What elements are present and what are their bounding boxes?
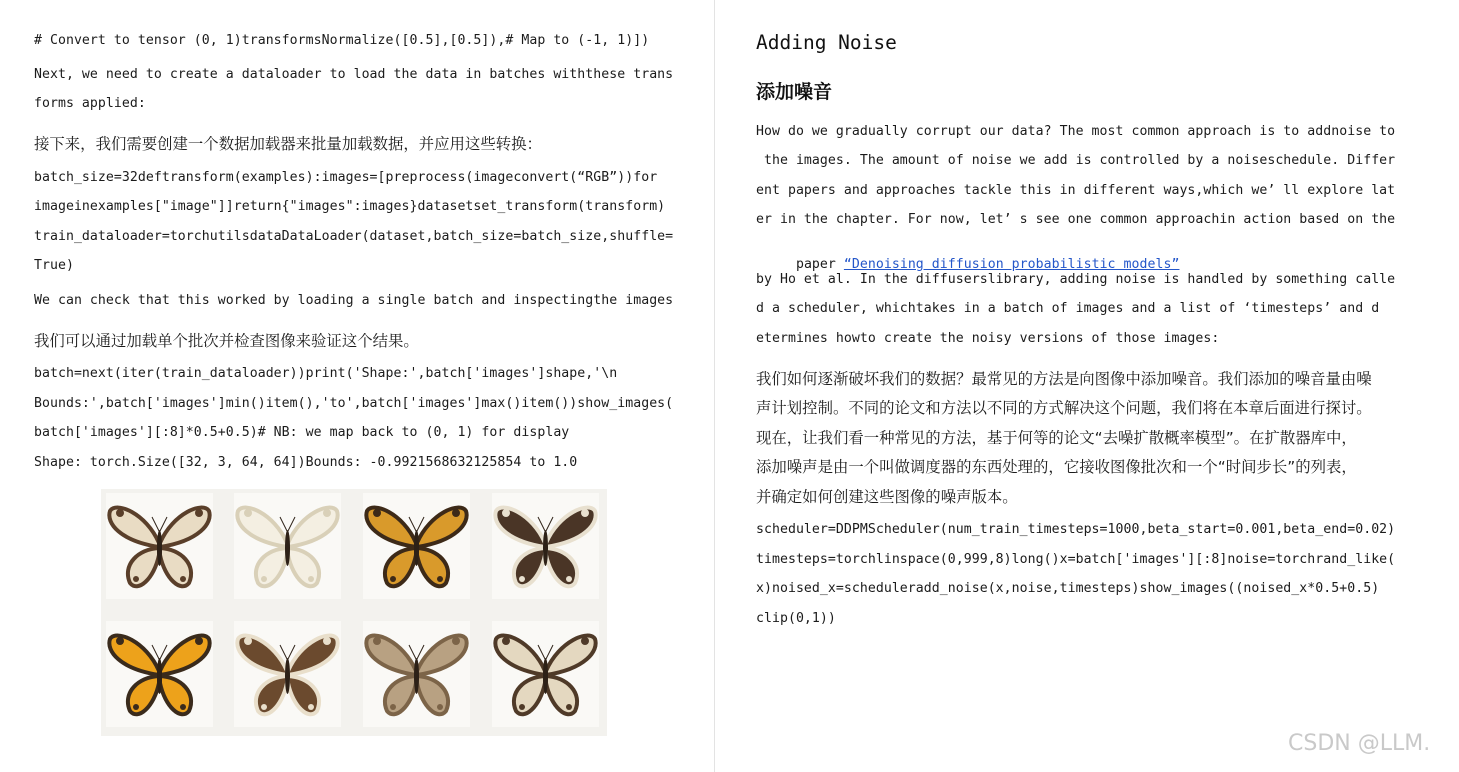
code-line: batch_size=32deftransform(examples):images=[preprocess(imageconvert(“RGB”))for — [34, 170, 658, 185]
butterfly-thumbnail — [106, 493, 213, 599]
code-line: timesteps=torchlinspace(0,999,8)long()x=batch['images'][:8]noise=torchrand_like( — [756, 552, 1396, 567]
white-butterfly — [234, 493, 341, 599]
zh-text-line: 添加噪声是由一个叫做调度器的东西处理的，它接收图像批次和一个“时间步长”的列表， — [756, 458, 1357, 476]
code-line: batch=next(iter(train_dataloader))print('Shape:',batch['images']shape,'\n — [34, 366, 618, 381]
text-line: by Ho et al. In the diffuserslibrary, adding noise is handled by something calle — [756, 272, 1396, 287]
butterfly-thumbnail — [492, 621, 599, 727]
butterfly-image-grid — [101, 489, 607, 736]
zh-text-line: 接下来，我们需要创建一个数据加载器来批量加载数据，并应用这些转换： — [34, 135, 542, 153]
butterfly-thumbnail — [363, 493, 470, 599]
text-line: How do we gradually corrupt our data? The most common approach is to addnoise to — [756, 124, 1396, 139]
text-line: We can check that this worked by loading a single batch and inspectingthe images — [34, 293, 674, 308]
butterfly-thumbnail — [106, 621, 213, 727]
zh-text-line: 现在，让我们看一种常见的方法，基于何等的论文“去噪扩散概率模型”。在扩散器库中， — [756, 429, 1357, 447]
section-title: Adding Noise — [756, 31, 897, 54]
text-line: ent papers and approaches tackle this in different ways,which we’ ll explore lat — [756, 183, 1396, 198]
code-line: x)noised_x=scheduleradd_noise(x,noise,timesteps)show_images((noised_x*0.5+0.5) — [756, 581, 1380, 596]
code-line: clip(0,1)) — [756, 611, 836, 626]
paper-link[interactable]: “Denoising diffusion probabilistic models” — [843, 257, 1180, 272]
butterfly-thumbnail — [234, 493, 341, 599]
text-line: Next, we need to create a dataloader to load the data in batches withthese trans — [34, 67, 674, 82]
section-subtitle: 添加噪音 — [756, 81, 833, 103]
text-line: the images. The amount of noise we add is controlled by a noiseschedule. Differ — [756, 153, 1396, 168]
csdn-watermark: CSDN @LLM. — [1288, 731, 1431, 756]
text-fragment: paper — [787, 257, 844, 272]
text-line: etermines howto create the noisy versions of those images: — [756, 331, 1220, 346]
cream-brown-butterfly — [106, 493, 213, 599]
orange-spotted-butterfly — [363, 493, 470, 599]
output-line: Shape: torch.Size([32, 3, 64, 64])Bounds: -0.9921568632125854 to 1.0 — [34, 455, 578, 470]
code-line: Bounds:',batch['images']min()item(),'to',batch['images']max()item())show_images( — [34, 396, 674, 411]
brown-white-butterfly — [234, 621, 341, 727]
text-line: d a scheduler, whichtakes in a batch of images and a list of ‘timesteps’ and d — [756, 301, 1380, 316]
veined-butterfly — [492, 621, 599, 727]
code-line: # Convert to tensor (0, 1)transformsNormalize([0.5],[0.5]),# Map to (-1, 1)]) — [34, 33, 650, 48]
butterfly-thumbnail — [492, 493, 599, 599]
tan-patterned-butterfly — [363, 621, 470, 727]
code-line: imageinexamples["image"]]return{"images":images}datasetset_transform(transform) — [34, 199, 666, 214]
code-line: batch['images'][:8]*0.5+0.5)# NB: we map back to (0, 1) for display — [34, 425, 570, 440]
zh-text-line: 声计划控制。不同的论文和方法以不同的方式解决这个问题，我们将在本章后面进行探讨。 — [756, 399, 1372, 417]
code-line: scheduler=DDPMScheduler(num_train_timesteps=1000,beta_start=0.001,beta_end=0.02) — [756, 522, 1396, 537]
text-line: er in the chapter. For now, let’ s see one common approachin action based on the — [756, 212, 1396, 227]
butterfly-thumbnail — [363, 621, 470, 727]
right-page — [715, 0, 1459, 772]
dark-swallowtail-butterfly — [492, 493, 599, 599]
zh-text-line: 我们如何逐渐破坏我们的数据？最常见的方法是向图像中添加噪音。我们添加的噪音量由噪 — [756, 370, 1372, 388]
zh-text-line: 我们可以通过加载单个批次并检查图像来验证这个结果。 — [34, 332, 419, 350]
code-line: True) — [34, 258, 74, 273]
left-page — [0, 0, 714, 772]
butterfly-thumbnail — [234, 621, 341, 727]
zh-text-line: 并确定如何创建这些图像的噪声版本。 — [756, 488, 1018, 506]
code-line: train_dataloader=torchutilsdataDataLoader(dataset,batch_size=batch_size,shuffle= — [34, 229, 674, 244]
yellow-orange-butterfly — [106, 621, 213, 727]
text-line: forms applied: — [34, 96, 146, 111]
